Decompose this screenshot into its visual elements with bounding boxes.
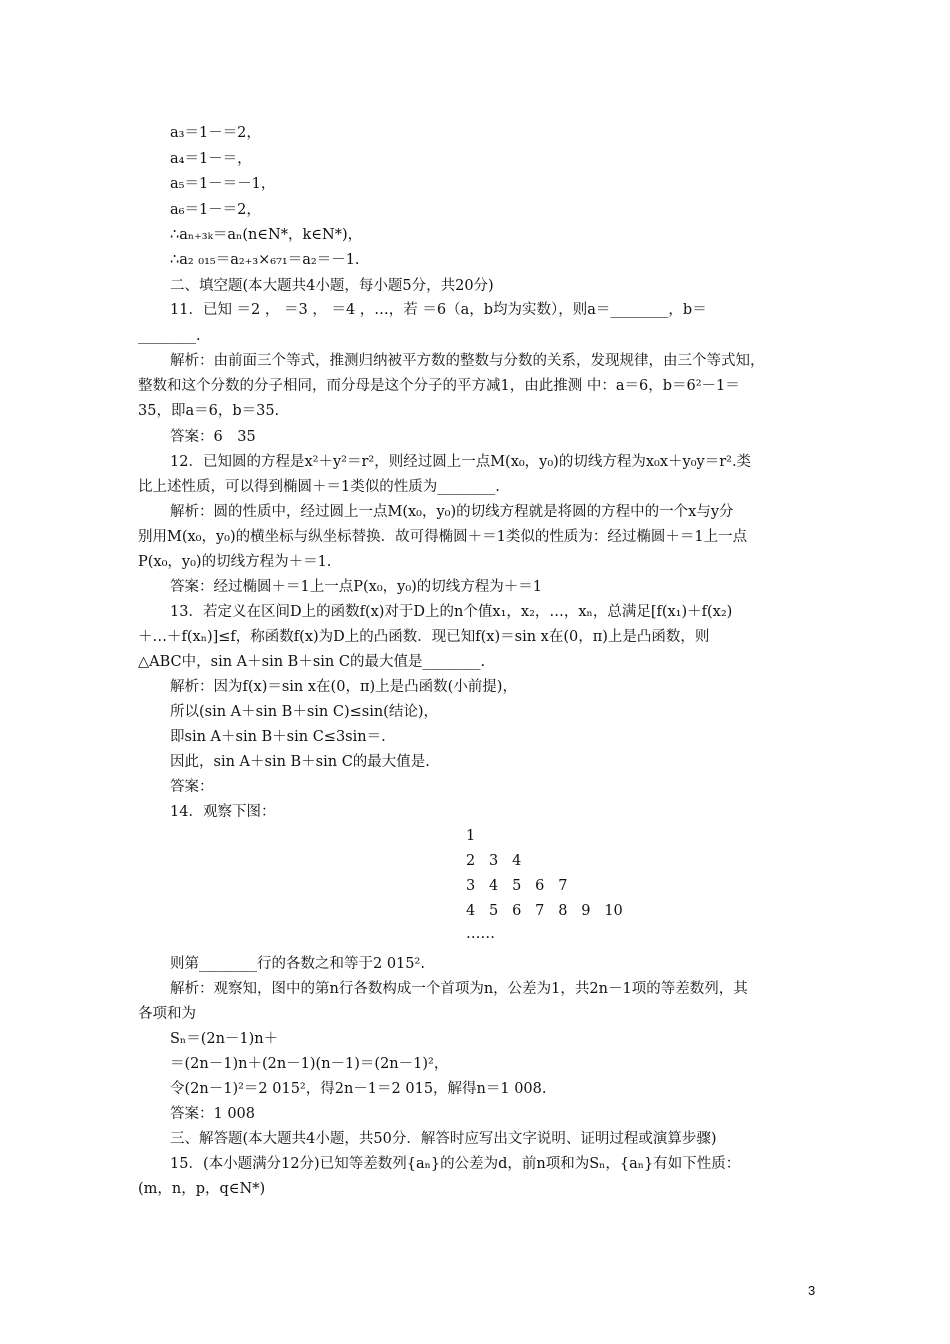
triangle-row: 1 — [466, 828, 476, 844]
section-heading: 三、解答题(本大题共4小题，共50分．解答时应写出文字说明、证明过程或演算步骤) — [170, 1131, 717, 1147]
analysis-12: 解析：圆的性质中，经过圆上一点M(x₀，y₀)的切线方程就是将圆的方程中的一个x与y分 — [170, 504, 734, 520]
text-line: 因此，sin A＋sin B＋sin C的最大值是. — [170, 754, 430, 770]
analysis-13: 解析：因为f(x)＝sin x在(0，π)上是凸函数(小前提)， — [170, 679, 517, 695]
answer-14: 答案：1 008 — [170, 1106, 256, 1122]
text-line: △ABC中，sin A＋sin B＋sin C的最大值是________. — [138, 654, 486, 670]
answer-12: 答案：经过椭圆＋＝1上一点P(x₀，y₀)的切线方程为＋＝1 — [170, 579, 543, 595]
text-line: 各项和为 — [138, 1006, 196, 1022]
question-12: 12．已知圆的方程是x²＋y²＝r²，则经过圆上一点M(x₀，y₀)的切线方程为x₀x＋y₀y＝r².类 — [170, 454, 752, 470]
analysis-11: 解析：由前面三个等式，推测归纳被平方数的整数与分数的关系，发现规律，由三个等式知， — [170, 353, 765, 369]
triangle-row: 3 4 5 6 7 — [466, 878, 568, 894]
page-number: 3 — [808, 1283, 816, 1298]
text-line: a₆＝1－＝2， — [170, 202, 261, 218]
triangle-ellipsis: …… — [466, 926, 495, 942]
text-line: ∴a₂ ₀₁₅＝a₂₊₃×₆₇₁＝a₂＝－1. — [170, 252, 360, 268]
analysis-14: 解析：观察知，图中的第n行各数构成一个首项为n，公差为1，共2n－1项的等差数列，其 — [170, 981, 748, 997]
formula-line: ＝(2n－1)n＋(2n－1)(n－1)＝(2n－1)²， — [170, 1056, 449, 1072]
answer-13: 答案： — [170, 779, 214, 795]
text-line: ∴aₙ₊₃ₖ＝aₙ(n∈N*，k∈N*)， — [170, 227, 363, 243]
text-line: 35，即a＝6，b＝35. — [138, 403, 280, 419]
text-line: (m，n，p，q∈N*) — [138, 1181, 266, 1197]
question-11: 11．已知 ＝2 ， ＝3 ， ＝4 ，…，若 ＝6（a，b均为实数），则a＝________，b＝ — [170, 302, 707, 318]
text-line: 即sin A＋sin B＋sin C≤3sin＝. — [170, 729, 386, 745]
text-line: 整数和这个分数的分子相同，而分母是这个分子的平方减1，由此推测 中：a＝6，b＝6²－1＝ — [138, 378, 740, 394]
text-line: 别用M(x₀，y₀)的横坐标与纵坐标替换．故可得椭圆＋＝1类似的性质为：经过椭圆＋＝1上一点 — [138, 529, 748, 545]
text-line: P(x₀，y₀)的切线方程为＋＝1. — [138, 554, 332, 570]
question-13: 13．若定义在区间D上的函数f(x)对于D上的n个值x₁，x₂，…，xₙ，总满足[f(x₁)＋f(x₂) — [170, 604, 733, 620]
formula-line: 令(2n－1)²＝2 015²，得2n－1＝2 015，解得n＝1 008. — [170, 1081, 547, 1097]
section-heading: 二、填空题(本大题共4小题，每小题5分，共20分) — [170, 278, 494, 294]
text-line: 比上述性质，可以得到椭圆＋＝1类似的性质为________. — [138, 479, 500, 495]
question-15: 15．(本小题满分12分)已知等差数列{aₙ}的公差为d，前n项和为Sₙ，{aₙ}有如下性质： — [170, 1156, 741, 1172]
text-line: a₅＝1－＝－1， — [170, 176, 276, 192]
text-line: 所以(sin A＋sin B＋sin C)≤sin(结论)， — [170, 704, 438, 720]
question-14: 14．观察下图： — [170, 804, 276, 820]
text-line: ________. — [138, 328, 201, 344]
text-line: a₃＝1－＝2， — [170, 125, 261, 141]
formula-line: Sₙ＝(2n－1)n＋ — [170, 1031, 279, 1047]
text-line: 则第________行的各数之和等于2 015². — [170, 956, 425, 972]
text-line: ＋…＋f(xₙ)]≤f，称函数f(x)为D上的凸函数．现已知f(x)＝sin x在(0，π)上是凸函数，则 — [138, 629, 710, 645]
text-line: a₄＝1－＝， — [170, 151, 252, 167]
triangle-row: 4 5 6 7 8 9 10 — [466, 903, 623, 919]
answer-11: 答案：6 35 — [170, 429, 256, 445]
triangle-row: 2 3 4 — [466, 853, 522, 869]
